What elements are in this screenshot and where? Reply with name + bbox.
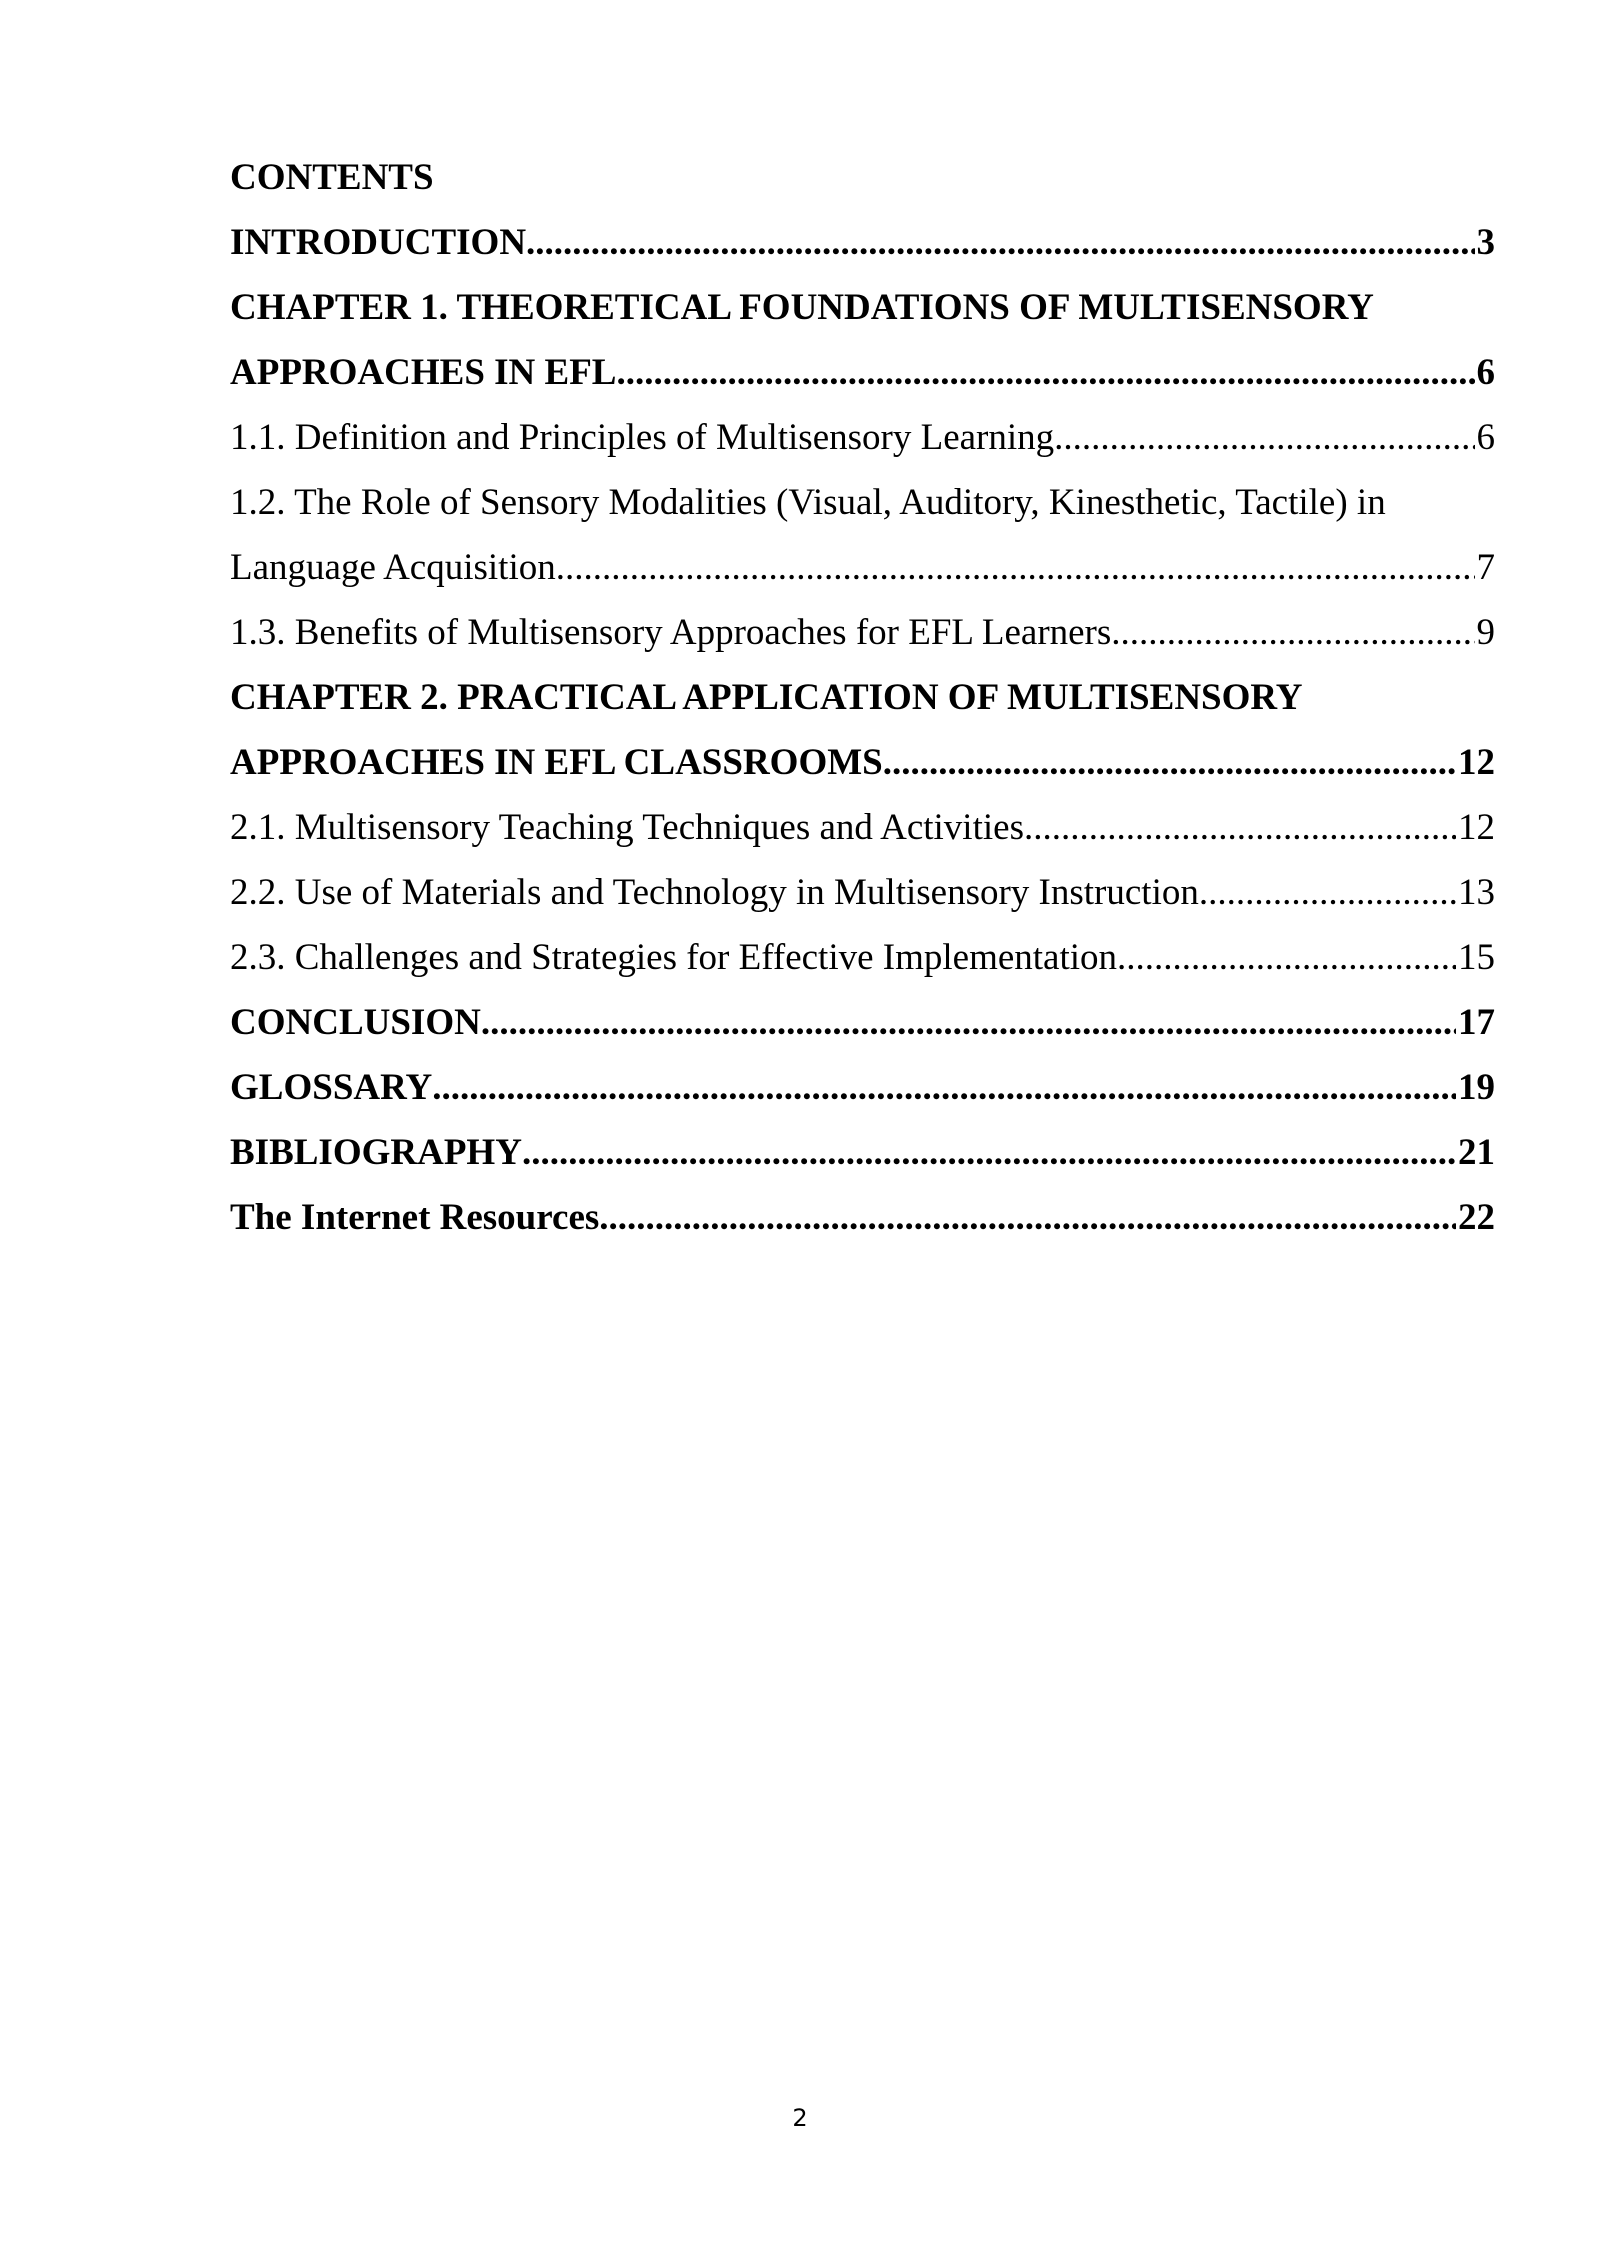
toc-entry-page-number: 19 <box>1458 1067 1495 1108</box>
toc-entry-title: 2.2. Use of Materials and Technology in Multisensory Instruction <box>230 872 1199 913</box>
toc-entry-page-number: 9 <box>1476 612 1495 653</box>
toc-entry-row <box>230 340 1495 405</box>
dot-leader <box>883 730 1456 795</box>
toc-entry-page-number: 21 <box>1458 1132 1495 1173</box>
toc-entry-title: APPROACHES IN EFL <box>230 352 617 393</box>
toc-entry-title: APPROACHES IN EFL CLASSROOMS <box>230 742 883 783</box>
toc-entry-page-number: 6 <box>1476 417 1495 458</box>
toc-entry-title: 2.1. Multisensory Teaching Techniques and Activities <box>230 807 1024 848</box>
toc-entry[interactable] <box>230 470 1495 600</box>
toc-entry-row <box>230 925 1495 990</box>
toc-entry-row <box>230 1055 1495 1120</box>
toc-entry[interactable] <box>230 600 1495 665</box>
toc-entry-title: Language Acquisition <box>230 547 556 588</box>
dot-leader <box>616 340 1474 405</box>
toc-entry-title: CONCLUSION <box>230 1002 481 1043</box>
toc-entry-title: GLOSSARY <box>230 1067 433 1108</box>
toc-entry[interactable] <box>230 1185 1495 1250</box>
toc-entry-title-line: CHAPTER 2. PRACTICAL APPLICATION OF MULTISENSORY <box>230 677 1303 718</box>
toc-entry[interactable] <box>230 1055 1495 1120</box>
toc-entry[interactable] <box>230 405 1495 470</box>
dot-leader <box>1054 405 1474 470</box>
table-of-contents <box>230 145 1495 1250</box>
dot-leader <box>481 990 1456 1055</box>
toc-entry-title: 2.3. Challenges and Strategies for Effective Implementation <box>230 937 1118 978</box>
toc-entry-title: INTRODUCTION <box>230 222 527 263</box>
dot-leader <box>522 1120 1456 1185</box>
dot-leader <box>1117 925 1456 990</box>
toc-entry-title-line: 1.2. The Role of Sensory Modalities (Visual, Auditory, Kinesthetic, Tactile) in <box>230 482 1386 523</box>
contents-heading: CONTENTS <box>230 157 434 198</box>
toc-entry-row <box>230 600 1495 665</box>
toc-entry-page-number: 3 <box>1476 222 1495 263</box>
toc-entry-page-number: 13 <box>1458 872 1495 913</box>
toc-entry-title: 1.3. Benefits of Multisensory Approaches for EFL Learners <box>230 612 1112 653</box>
toc-entry[interactable] <box>230 275 1495 405</box>
page-number: 2 <box>792 2104 808 2132</box>
toc-entry-title-line: CHAPTER 1. THEORETICAL FOUNDATIONS OF MULTISENSORY <box>230 287 1374 328</box>
dot-leader <box>1199 860 1456 925</box>
toc-entry-row <box>230 405 1495 470</box>
toc-entry-row <box>230 535 1495 600</box>
toc-entry-page-number: 15 <box>1458 937 1495 978</box>
toc-entry-title: The Internet Resources <box>230 1197 600 1238</box>
toc-entry-title: 1.1. Definition and Principles of Multisensory Learning <box>230 417 1055 458</box>
toc-entry-row <box>230 795 1495 860</box>
toc-entry-page-number: 12 <box>1458 807 1495 848</box>
dot-leader <box>526 210 1474 275</box>
toc-entry-page-number: 6 <box>1476 352 1495 393</box>
dot-leader <box>1111 600 1474 665</box>
toc-entry-page-number: 7 <box>1476 547 1495 588</box>
toc-entry-row <box>230 1120 1495 1185</box>
toc-entry[interactable] <box>230 665 1495 795</box>
toc-entry[interactable] <box>230 210 1495 275</box>
toc-entries <box>230 210 1495 1250</box>
toc-entry[interactable] <box>230 795 1495 860</box>
toc-entry-row <box>230 210 1495 275</box>
toc-entry-page-number: 17 <box>1458 1002 1495 1043</box>
toc-entry-page-number: 22 <box>1458 1197 1495 1238</box>
toc-entry-page-number: 12 <box>1458 742 1495 783</box>
toc-entry[interactable] <box>230 925 1495 990</box>
dot-leader <box>1024 795 1456 860</box>
toc-entry-row <box>230 990 1495 1055</box>
dot-leader <box>432 1055 1456 1120</box>
toc-entry-row <box>230 730 1495 795</box>
toc-entry[interactable] <box>230 990 1495 1055</box>
dot-leader <box>556 535 1475 600</box>
toc-entry[interactable] <box>230 860 1495 925</box>
toc-entry-title: BIBLIOGRAPHY <box>230 1132 522 1173</box>
toc-entry-row <box>230 1185 1495 1250</box>
dot-leader <box>599 1185 1456 1250</box>
toc-entry-row <box>230 860 1495 925</box>
toc-entry[interactable] <box>230 1120 1495 1185</box>
